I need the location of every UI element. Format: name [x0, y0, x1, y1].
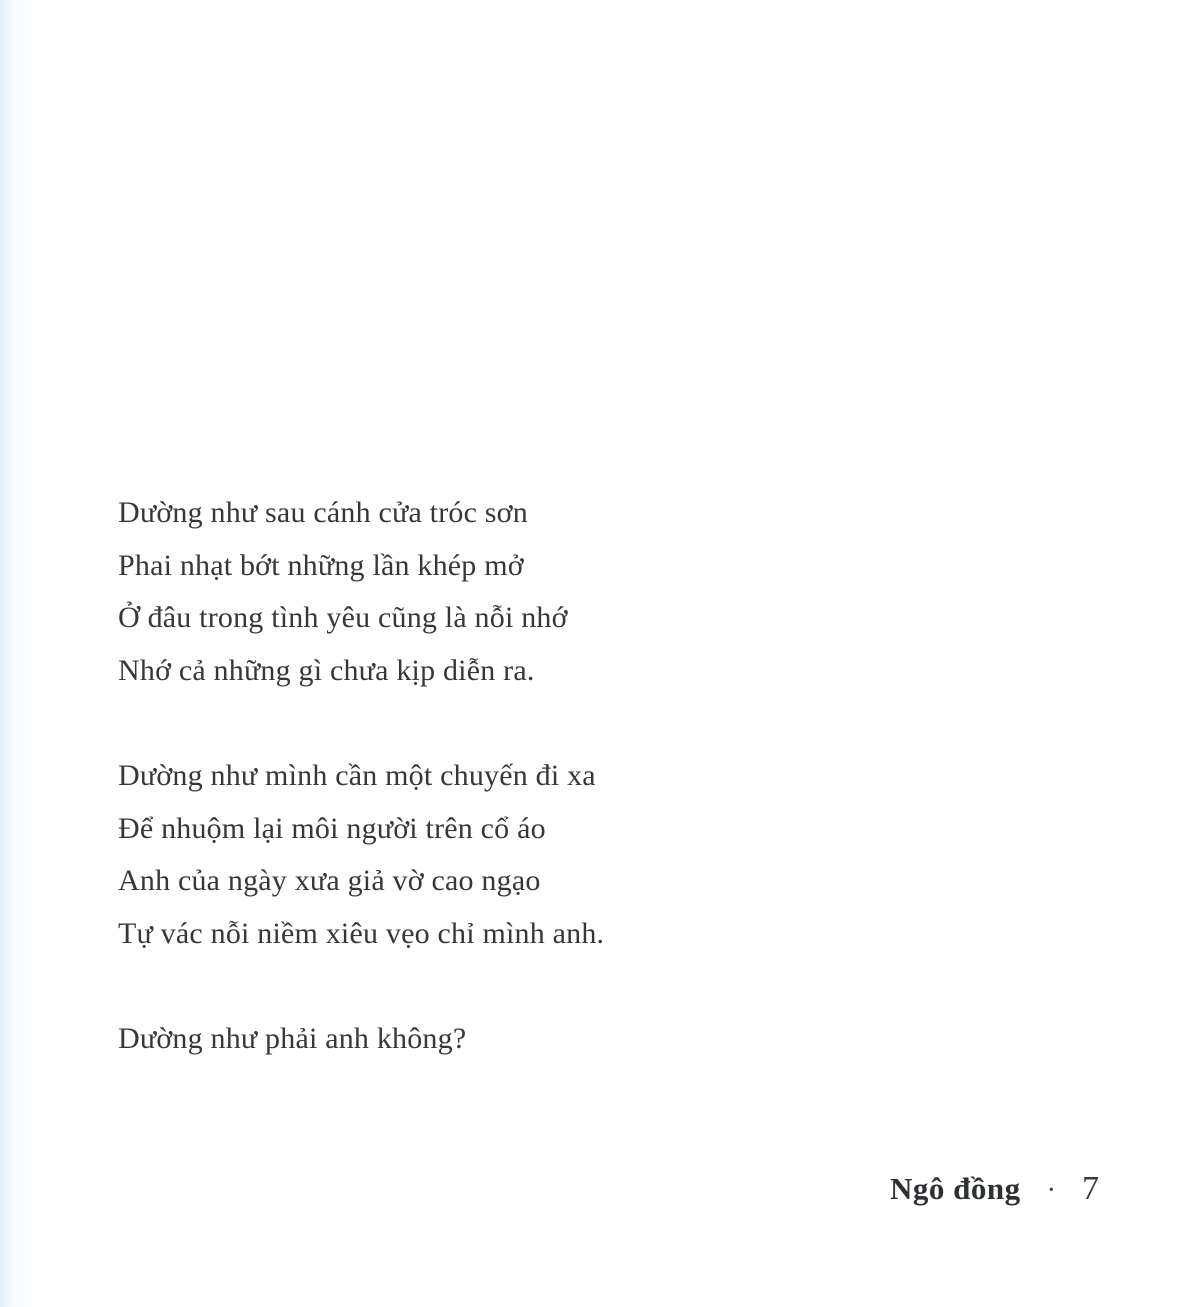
poem-line: Anh của ngày xưa giả vờ cao ngạo	[118, 864, 541, 897]
poem-stanza-2	[118, 750, 604, 960]
poem-line: Dường như mình cần một chuyến đi xa	[118, 759, 596, 792]
page-footer	[890, 1170, 1099, 1208]
page-number: 7	[1082, 1170, 1099, 1207]
running-title: Ngô đồng	[890, 1171, 1021, 1206]
poem-line: Dường như sau cánh cửa tróc sơn	[118, 496, 528, 529]
poem-line: Dường như phải anh không?	[118, 1022, 467, 1055]
poem	[118, 487, 604, 1066]
page-edge-shadow	[0, 0, 40, 1307]
poem-line: Để nhuộm lại môi người trên cổ áo	[118, 811, 546, 845]
footer-separator-dot: ·	[1046, 1175, 1056, 1206]
poem-line: Ở đâu trong tình yêu cũng là nỗi nhớ	[118, 601, 568, 634]
poem-stanza-3	[118, 1013, 604, 1066]
poem-line: Phai nhạt bớt những lần khép mở	[118, 548, 524, 582]
poem-line: Nhớ cả những gì chưa kịp diễn ra.	[118, 653, 535, 687]
poem-stanza-1	[118, 487, 604, 697]
poem-line: Tự vác nỗi niềm xiêu vẹo chỉ mình anh.	[118, 916, 605, 950]
